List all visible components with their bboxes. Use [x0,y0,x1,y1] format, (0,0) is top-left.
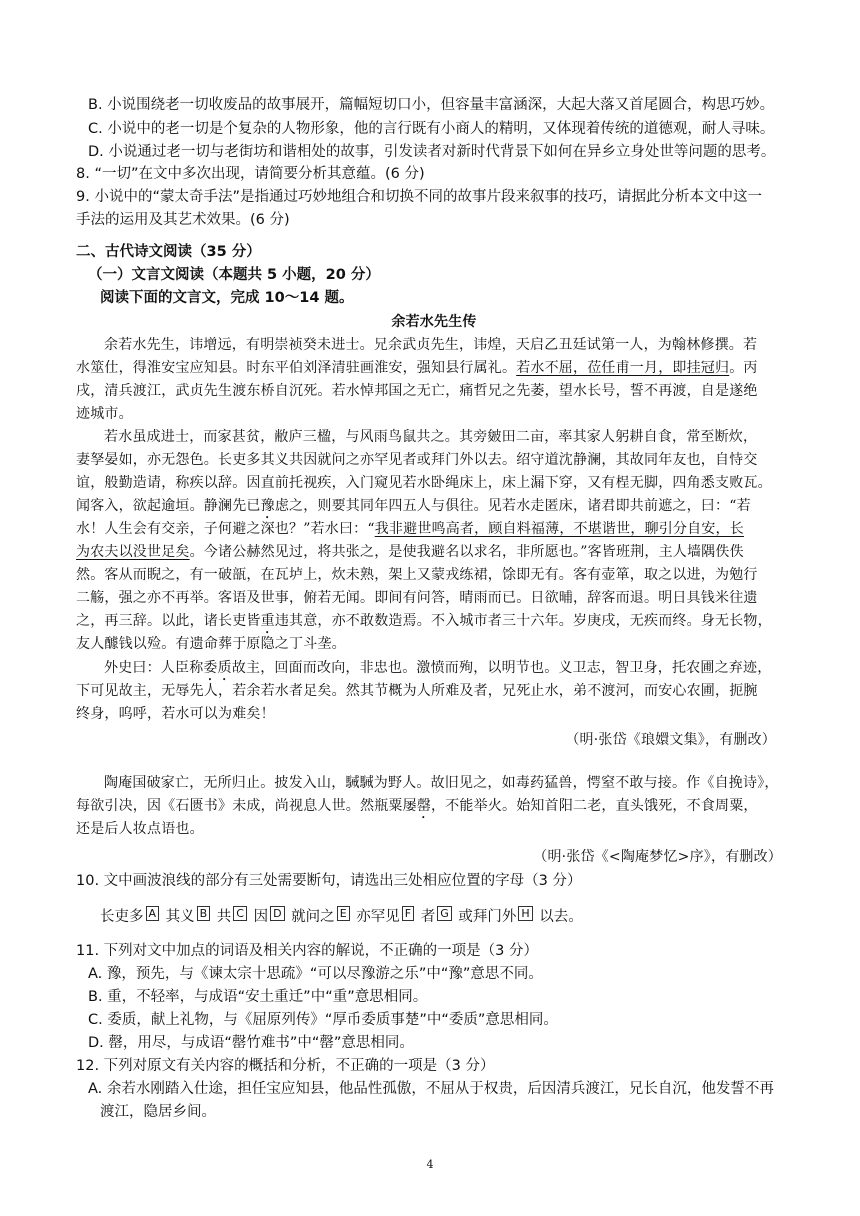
question-9-line2: 手法的运用及其艺术效果。(6 分) [76,212,290,228]
passage-line: 谊，般勤造请，称疾以辞。因直前托视疾，入门窥见若水卧绳床上，床上漏下穿，又有桯无脚，四角悉支败瓦。 [76,475,772,491]
option-11c: C. 委质，献上礼物，与《屈原列传》“厚币委质事楚”中“委质”意思相同。 [88,1012,558,1028]
option-box-g[interactable]: G [437,906,452,921]
option-11d: D. 罄，用尽，与成语“罄竹难书”中“罄”意思相同。 [88,1035,414,1051]
passage-line: 陶庵国破家亡，无所归止。披发入山，駴駴为野人。故旧见之，如毒药猛兽，愕窒不敢与接。作《自挽诗》， [104,775,779,791]
passage-line: 若水虽成进士，而家甚贫，敝庐三楹，与风雨鸟鼠共之。其旁皴田二亩，率其家人躬耕自食，常至断炊， [104,429,758,445]
passage-line: 还是后人妆点语也。 [76,821,204,837]
question-11: 11. 下列对文中加点的词语及相关内容的解说，不正确的一项是（3 分） [76,943,539,959]
passage-line: 二觞，强之亦不再举。客语及世事，俯若无闻。即间有问答，晴雨而已。日欲晡，辞客而退。明日具钱米往遗 [76,590,758,606]
option-7d: D. 小说通过老一切与老街坊和谐相处的故事，引发读者对新时代背景下如何在异乡立身处世等问题的思考。 [88,144,776,160]
option-11a: A. 豫，预先，与《谏太宗十思疏》“可以尽豫游之乐”中“豫”意思不同。 [88,966,543,982]
source-citation-1: （明·张岱《琅嬛文集》，有删改） [565,732,776,748]
option-12a-line1: A. 余若水刚踏入仕途，担任宝应知县，他品性孤傲，不屈从于权贵，后因清兵渡江，兄长自沉，他发誓不再 [88,1081,774,1097]
underlined-sentence: 我非避世鸣高者，顾自料福薄，不堪谐世，聊引分自安，长 [374,521,744,537]
underlined-sentence: 为农夫以没世足矣 [76,544,190,560]
passage-line: 迹城市。 [76,406,133,422]
section-2-heading: 二、古代诗文阅读（35 分） [76,244,261,260]
option-box-h[interactable]: H [518,906,532,921]
wavy-underlined-line: 妻孥晏如，亦无怨色。长吏多其义共因就问之亦罕见者或拜门外以去。绍守道沈静澜，其故同年友也，自恃交 [76,452,758,468]
underlined-sentence: 若水不屈，莅任甫一月，即挂冠归 [516,360,730,376]
question-10-options: 长吏多 A 其义 B 共 C 因 D 就问之 E 亦罕见 F 者 G 或拜门外 H 以去。 [100,907,583,925]
option-11b: B. 重，不轻率，与成语“安土重迁”中“重”意思相同。 [88,989,428,1005]
passage-line: 闻客入，欲起逾垣。静澜先已豫虑之，则要其同年四五人与俱往。见若水走匿床，诸君即共前遮之，曰：“若 [76,498,751,514]
reading-instruction: 阅读下面的文言文，完成 10～14 题。 [100,290,354,306]
question-12: 12. 下列对原文有关内容的概括和分析，不正确的一项是（3 分） [76,1058,495,1074]
option-box-a[interactable]: A [146,906,160,921]
question-9-line1: 9. 小说中的“蒙太奇手法”是指通过巧妙地组合和切换不同的故事片段来叙事的技巧，请据此分析本文中这一 [76,189,762,205]
question-10: 10. 文中画波浪线的部分有三处需要断句，请选出三处相应位置的字母（3 分） [76,873,582,889]
dotted-word-weizhi: 委质 [203,660,232,676]
option-box-c[interactable]: C [233,906,247,921]
passage-line: 水筮仕，得淮安宝应知县。时东平伯刘泽清驻画淮安，强知县行属礼。若水不屈，莅任甫一月，即挂冠归。丙 [76,360,758,376]
source-citation-2: （明·张岱《<陶庵梦忆>序》，有删改） [533,849,782,865]
passage-line: 外史曰：人臣称委质故主，回面而改向，非忠也。激愤而殉，以明节也。义卫志，智卫身，托农圃之弃迹， [104,660,772,676]
passage-line: 戌，清兵渡江，武贞先生渡东桥自沉死。若水悼邦国之无亡，痛哲兄之先萎，望水长号，誓不再渡，自是遂绝 [76,383,758,399]
option-box-b[interactable]: B [197,906,211,921]
passage-line: 之，再三辞。以此，诸长吏皆重违其意，亦不敢数造焉。不入城市者三十六年。岁庚戌，无疾而终。身无长物， [76,613,772,629]
option-7b: B. 小说围绕老一切收废品的故事展开，篇幅短切口小，但容量丰富涵深，大起大落又首尾圆合，构思巧妙。 [88,97,775,113]
passage-line: 然。客从而睨之，有一破瓿，在瓦垆上，炊未熟，架上又蒙戎练裙，馀即无有。客有壶箪，取之以进，为勉行 [76,567,758,583]
passage-line: 下可见故主，无辱先人，若余若水者足矣。然其节概为人所难及者，兄死止水，弟不渡河，而安心农圃，扼腕 [76,683,758,699]
passage-line: 友人醵钱以殓。有遗命葬于原隐之丁斗垄。 [76,636,346,652]
option-box-f[interactable]: F [402,906,414,921]
passage-line: 每欲引决，因《石匮书》未成，尚视息人世。然瓶粟屡罄，不能举火。始知首阳二老，直头饿死，不食周粟， [76,798,758,814]
passage-line: 余若水先生，讳增远，有明崇祯癸未进士。兄余武贞先生，讳煌，天启乙丑廷试第一人，为翰林修撰。若 [104,337,758,353]
dotted-word-qing: 罄 [416,798,432,814]
passage-title: 余若水先生传 [391,314,477,330]
page-number: 4 [426,1158,434,1171]
option-7c: C. 小说中的老一切是个复杂的人物形象，他的言行既有小商人的精明，又体现着传统的道德观，耐人寻味。 [88,121,775,137]
section-2-1-heading: （一）文言文阅读（本题共 5 小题，20 分） [88,267,380,283]
option-12a-line2: 渡江，隐居乡间。 [100,1104,216,1120]
dotted-word-zhong: 重 [260,613,275,629]
dotted-word-yu: 豫 [260,498,275,514]
question-8: 8. “一切”在文中多次出现，请简要分析其意蕴。(6 分) [76,166,425,182]
option-box-e[interactable]: E [337,906,350,921]
passage-line: 为农夫以没世足矣。今诸公赫然见过，将共张之，是使我避名以求名，非所愿也。”客皆班荆，主人墙隅佚佚 [76,544,744,560]
passage-line: 水！人生会有交亲，子何避之深也？”若水曰：“我非避世鸣高者，顾自料福薄，不堪谐世，聊引分自安，长 [76,521,744,537]
passage-line: 终身，呜呼，若水可以为难矣！ [76,706,275,722]
option-box-d[interactable]: D [270,906,284,921]
